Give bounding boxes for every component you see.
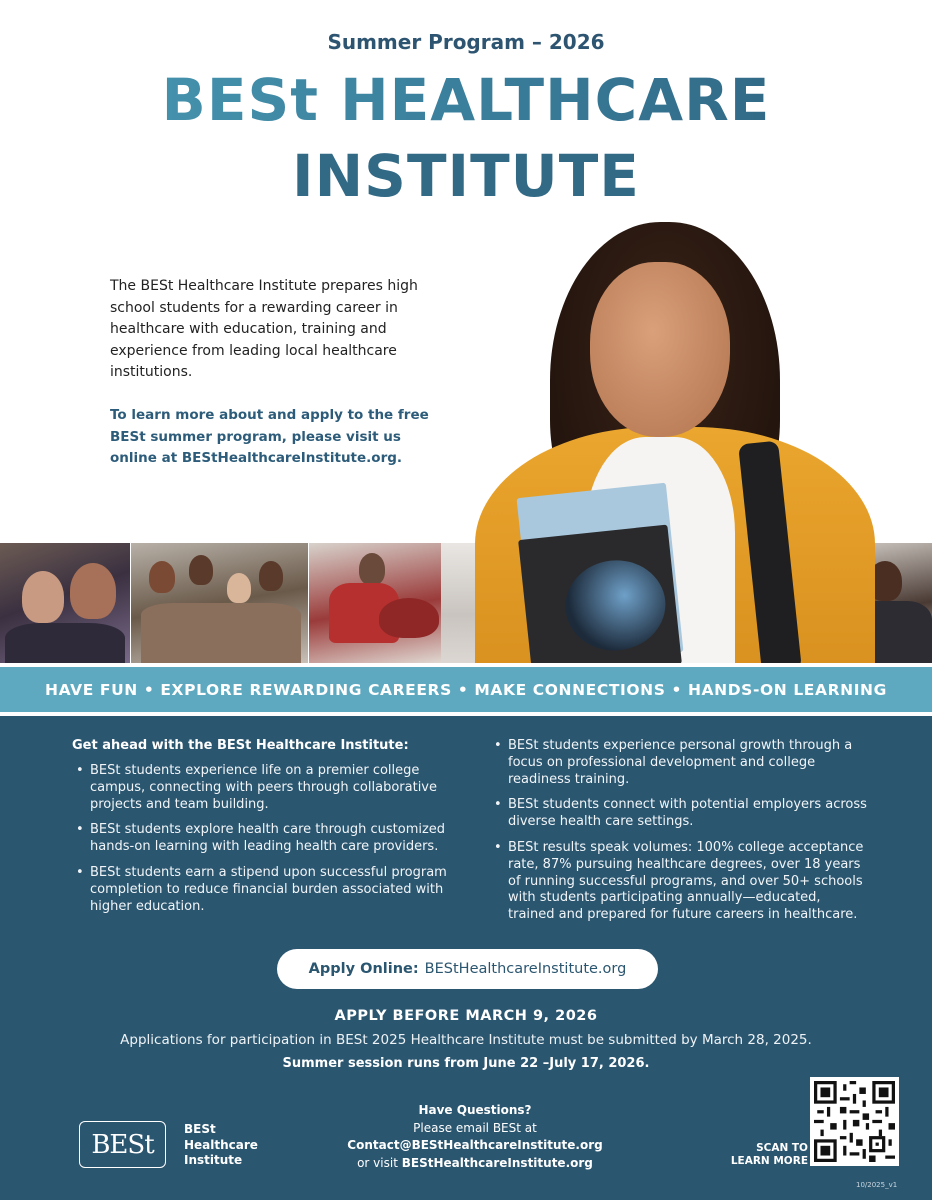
- logo-line-1: BESt: [184, 1122, 216, 1136]
- list-item: • BESt students earn a stipend upon successful program completion to reduce financial burden associated with higher education.: [72, 865, 467, 915]
- qr-code-icon[interactable]: [810, 1077, 899, 1166]
- student-portrait: [455, 222, 895, 663]
- visit-prefix: or visit: [357, 1155, 398, 1170]
- list-item: • BESt students explore health care through customized hands-on learning with leading health care providers.: [72, 822, 467, 856]
- best-logo: [79, 1121, 166, 1168]
- benefits-list-right: [490, 738, 870, 924]
- benefits-left-column: [72, 738, 467, 924]
- logo-line-3: Institute: [184, 1153, 243, 1167]
- benefits-right-column: [490, 738, 870, 933]
- students-training-photo: [309, 543, 441, 663]
- contact-block: [330, 1102, 620, 1172]
- qr-code-graphic: [814, 1081, 895, 1162]
- apply-deadline: APPLY BEFORE MARCH 9, 2026: [334, 1008, 598, 1024]
- apply-online-url[interactable]: BEStHealthcareInstitute.org: [424, 961, 627, 977]
- benefits-heading: Get ahead with the BESt Healthcare Institute:: [72, 738, 409, 753]
- version-code: 10/2025_v1: [856, 1181, 898, 1189]
- intro-paragraph: The BESt Healthcare Institute prepares high school students for a rewarding career in healthcare with education, training and experience from leading local healthcare institutions.: [110, 278, 418, 380]
- students-lab-photo: [0, 543, 130, 663]
- info-section: [0, 716, 932, 1200]
- tagline-text: HAVE FUN • EXPLORE REWARDING CAREERS • MAKE CONNECTIONS • HANDS-ON LEARNING: [45, 680, 887, 699]
- questions-heading: Have Questions?: [418, 1103, 532, 1117]
- list-item: • BESt students experience life on a premier college campus, connecting with peers through collaborative projects and team building.: [72, 763, 467, 813]
- email-prompt: Please email BESt at: [413, 1120, 537, 1135]
- scan-label: [718, 1142, 808, 1168]
- list-item: • BESt students connect with potential employers across diverse health care settings.: [490, 797, 870, 831]
- title-line-2: INSTITUTE: [292, 142, 640, 210]
- learn-more-paragraph: To learn more about and apply to the free BESt summer program, please visit us online at BEStHealthcareInstitute.org.: [110, 407, 429, 466]
- notebook-dark: [518, 525, 682, 663]
- scan-line-1: SCAN TO: [756, 1142, 808, 1154]
- portrait-face: [590, 262, 730, 437]
- benefits-list-left: [72, 763, 467, 915]
- apply-online-button[interactable]: [277, 949, 658, 989]
- list-item: • BESt results speak volumes: 100% college acceptance rate, 87% pursuing healthcare degrees, over 18 years of running successful programs, and over 50+ schools with students participating annually—educated, trained and prepared for future careers in healthcare.: [490, 840, 870, 924]
- contact-email-link[interactable]: Contact@BEStHealthcareInstitute.org: [347, 1138, 603, 1152]
- program-subtitle: Summer Program – 2026: [327, 30, 605, 54]
- website-link[interactable]: BEStHealthcareInstitute.org: [401, 1155, 593, 1170]
- list-item: • BESt students experience personal growth through a focus on professional development and college readiness training.: [490, 738, 870, 788]
- logo-mark-text: BESt: [91, 1129, 154, 1160]
- tagline-band: [0, 667, 932, 712]
- title-line-1: BESt HEALTHCARE: [0, 62, 932, 138]
- apply-online-label: Apply Online:: [308, 961, 419, 977]
- page-title: [0, 62, 932, 214]
- session-dates: Summer session runs from June 22 –July 17, 2026.: [282, 1056, 650, 1071]
- application-note: Applications for participation in BESt 2025 Healthcare Institute must be submitted by March 28, 2025.: [120, 1032, 812, 1048]
- logo-line-2: Healthcare: [184, 1137, 258, 1152]
- scan-line-2: LEARN MORE: [730, 1155, 808, 1167]
- students-cpr-group-photo: [131, 543, 308, 663]
- logo-wordmark: [184, 1122, 258, 1169]
